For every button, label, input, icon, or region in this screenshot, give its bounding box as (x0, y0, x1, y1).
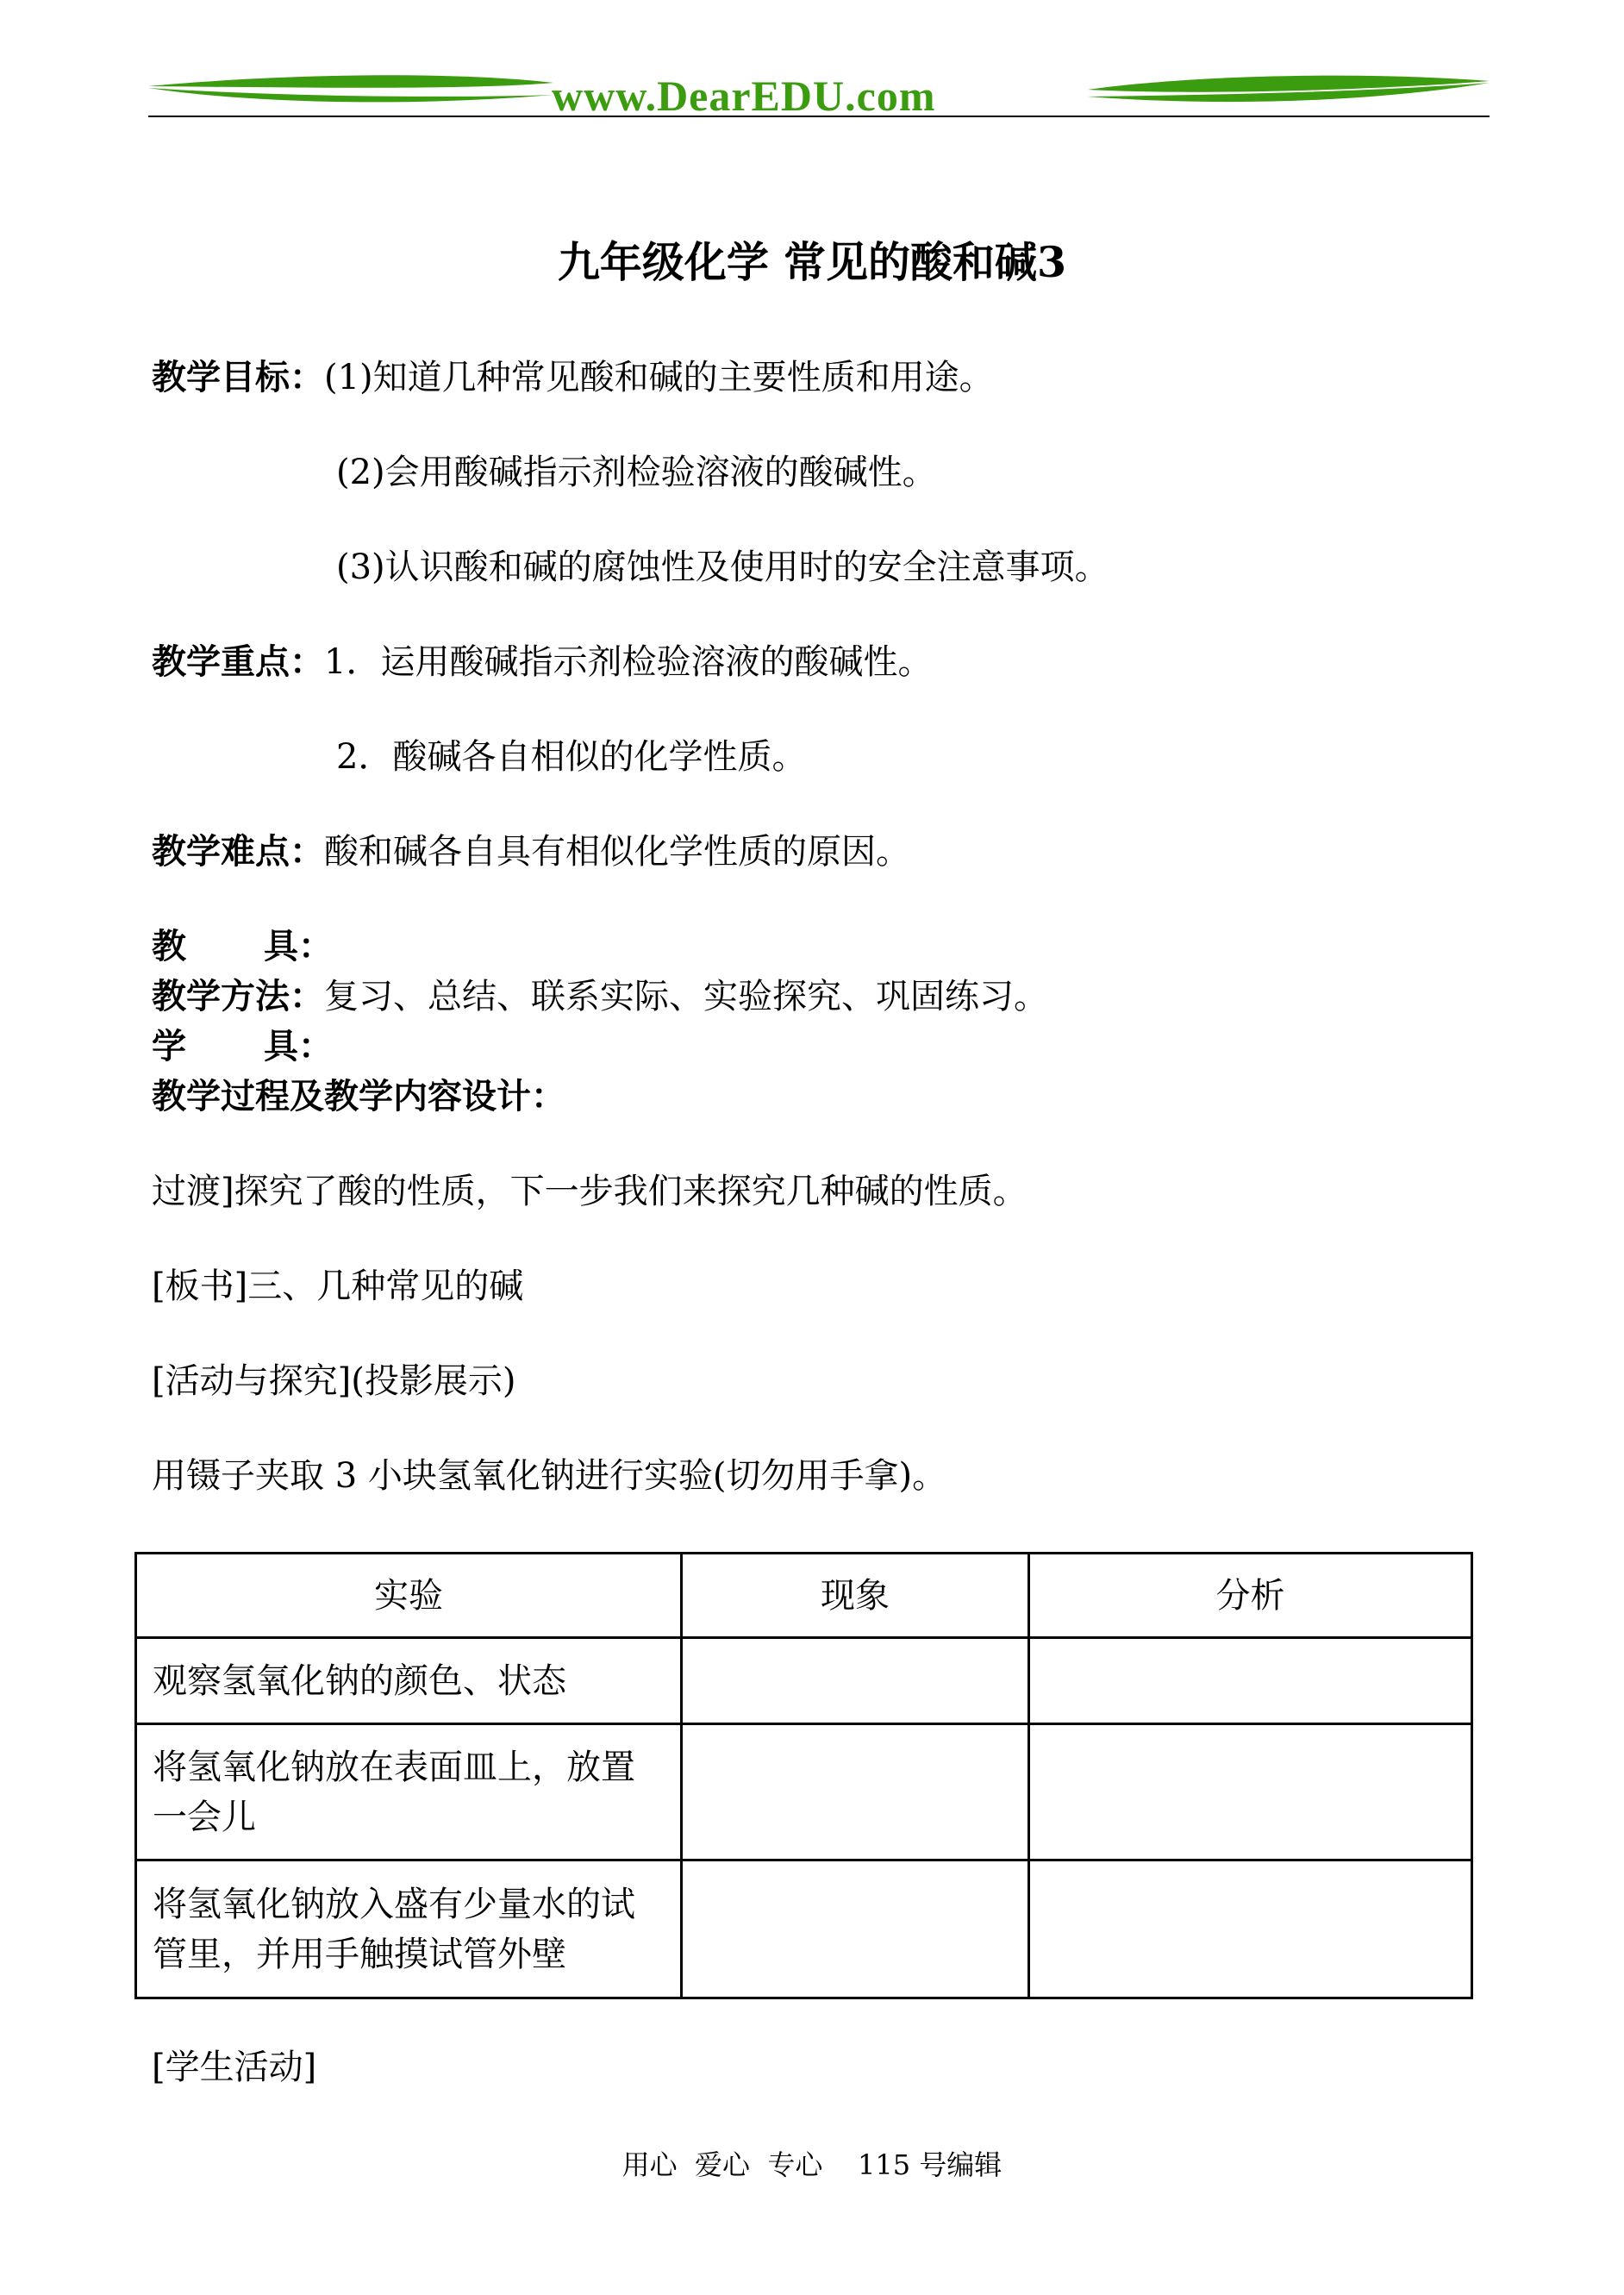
student-activity-text: [学生活动] (152, 2048, 317, 2087)
experiment-table (134, 1552, 1473, 1999)
key-points-line-1 (152, 640, 932, 685)
table-cell: 将氢氧化钠放在表面皿上，放置一会儿 (136, 1724, 682, 1860)
study-tools-label-a: 学 (152, 1026, 186, 1066)
key-point-item: 1．运用酸碱指示剂检验溶液的酸碱性。 (324, 642, 933, 682)
difficulty-text: 酸和碱各自具有相似化学性质的原因。 (324, 832, 910, 872)
instruction-text: 用镊子夹取 3 小块氢氧化钠进行实验(切勿用手拿)。 (152, 1456, 947, 1496)
difficulty-line (152, 829, 910, 874)
objectives-label: 教学目标： (152, 357, 324, 397)
table-cell (1029, 1860, 1472, 1998)
study-tools-line (152, 1024, 333, 1069)
table-header-cell: 现象 (682, 1554, 1029, 1638)
key-points-label: 教学重点： (152, 641, 324, 682)
table-cell (1029, 1724, 1472, 1860)
difficulty-label: 教学难点： (152, 831, 324, 872)
method-label: 教学方法： (152, 976, 324, 1016)
objective-item: (3)认识酸和碱的腐蚀性及使用时的安全注意事项。 (336, 547, 1109, 587)
table-cell (682, 1638, 1029, 1724)
table-row (136, 1860, 1472, 1998)
method-text: 复习、总结、联系实际、实验探究、巩固练习。 (324, 977, 1048, 1016)
left-swoosh (148, 75, 553, 88)
table-header-cell: 分析 (1029, 1554, 1472, 1638)
objective-item: (1)知道几种常见酸和碱的主要性质和用途。 (324, 358, 994, 397)
process-label: 教学过程及教学内容设计： (152, 1076, 565, 1116)
method-line (152, 974, 1048, 1019)
table-row (136, 1724, 1472, 1860)
table-cell (1029, 1638, 1472, 1724)
table-row (136, 1638, 1472, 1724)
page-footer: 用心 爱心 专心 115 号编辑 (621, 2148, 1003, 2181)
study-tools-label-b: 具： (264, 1026, 333, 1066)
tools-label-b: 具： (264, 926, 333, 966)
key-point-item: 2．酸碱各自相似的化学性质。 (336, 737, 807, 777)
table-cell (682, 1860, 1029, 1998)
transition-text: 过渡]探究了酸的性质，下一步我们来探究几种碱的性质。 (152, 1172, 1027, 1211)
activity-text: [活动与探究](投影展示) (152, 1361, 516, 1401)
tools-label-a: 教 (152, 926, 186, 966)
objectives-line-1 (152, 355, 994, 400)
board-text: [板书]三、几种常见的碱 (152, 1266, 524, 1306)
objective-item: (2)会用酸碱指示剂检验溶液的酸碱性。 (336, 453, 937, 492)
header-rule (148, 116, 1490, 117)
table-cell (682, 1724, 1029, 1860)
table-header-row (136, 1554, 1472, 1638)
table-header-cell: 实验 (136, 1554, 682, 1638)
table-cell: 观察氢氧化钠的颜色、状态 (136, 1638, 682, 1724)
table-cell: 将氢氧化钠放入盛有少量水的试管里，并用手触摸试管外壁 (136, 1860, 682, 1998)
tools-line (152, 924, 333, 969)
site-logo: www.DearEDU.com (552, 72, 936, 120)
page-title: 九年级化学 常见的酸和碱3 (557, 237, 1067, 287)
left-swoosh-tail (148, 88, 553, 102)
